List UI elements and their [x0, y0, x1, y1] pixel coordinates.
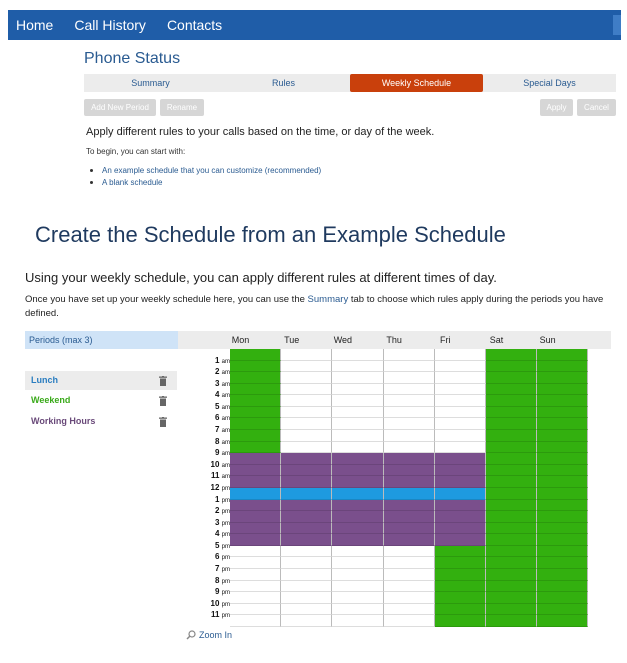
hour-number: 4	[214, 390, 220, 400]
schedule-cell[interactable]	[281, 465, 332, 477]
add-new-period-button[interactable]: Add New Period	[84, 99, 156, 116]
schedule-cell[interactable]	[332, 465, 383, 477]
schedule-cell[interactable]	[537, 500, 588, 512]
schedule-cell[interactable]	[435, 372, 486, 384]
schedule-cell[interactable]	[230, 372, 281, 384]
hour-number: 10	[210, 459, 220, 469]
schedule-grid[interactable]	[230, 349, 588, 627]
page-title: Phone Status	[84, 50, 181, 67]
schedule-cell[interactable]	[486, 557, 537, 569]
schedule-cell[interactable]	[435, 488, 486, 500]
tab-special-days[interactable]: Special Days	[523, 78, 576, 88]
schedule-cell[interactable]	[384, 465, 435, 477]
schedule-cell[interactable]	[332, 395, 383, 407]
hour-number: 7	[214, 564, 220, 574]
schedule-cell[interactable]	[281, 592, 332, 604]
schedule-cell[interactable]	[537, 407, 588, 419]
hour-number: 3	[214, 378, 220, 388]
schedule-cell[interactable]	[230, 465, 281, 477]
schedule-cell[interactable]	[486, 488, 537, 500]
schedule-cell[interactable]	[435, 361, 486, 373]
schedule-cell[interactable]	[486, 372, 537, 384]
hour-number: 2	[214, 367, 220, 377]
hour-suffix: pm	[221, 613, 230, 620]
section-subheading: Using your weekly schedule, you can apply different rules at different times of day.	[25, 270, 497, 285]
schedule-cell[interactable]	[486, 604, 537, 616]
schedule-cell[interactable]	[230, 534, 281, 546]
schedule-cell[interactable]	[281, 372, 332, 384]
schedule-cell[interactable]	[435, 534, 486, 546]
schedule-cell[interactable]	[281, 546, 332, 558]
hour-suffix: am	[221, 370, 230, 377]
schedule-cell[interactable]	[332, 557, 383, 569]
schedule-cell[interactable]	[435, 569, 486, 581]
schedule-cell[interactable]	[435, 395, 486, 407]
schedule-cell[interactable]	[435, 604, 486, 616]
schedule-cell[interactable]	[486, 534, 537, 546]
schedule-cell[interactable]	[384, 592, 435, 604]
schedule-cell[interactable]	[435, 615, 486, 627]
schedule-cell[interactable]	[486, 418, 537, 430]
schedule-cell[interactable]	[281, 407, 332, 419]
tab-summary[interactable]: Summary	[131, 78, 170, 88]
schedule-cell[interactable]	[435, 511, 486, 523]
hour-suffix: pm	[221, 567, 230, 574]
schedule-cell[interactable]	[332, 407, 383, 419]
schedule-cell[interactable]	[384, 395, 435, 407]
option-label[interactable]: An example schedule that you can customize (recommended)	[102, 165, 322, 175]
schedule-cell[interactable]	[384, 372, 435, 384]
schedule-cell[interactable]	[332, 569, 383, 581]
schedule-cell[interactable]	[486, 384, 537, 396]
apply-button[interactable]: Apply	[540, 99, 573, 116]
option-label[interactable]: A blank schedule	[102, 177, 163, 187]
schedule-cell[interactable]	[230, 592, 281, 604]
schedule-cell[interactable]	[332, 604, 383, 616]
start-options	[90, 164, 321, 188]
schedule-cell[interactable]	[486, 465, 537, 477]
schedule-cell[interactable]	[537, 615, 588, 627]
hour-number: 9	[214, 448, 220, 458]
schedule-cell[interactable]	[281, 604, 332, 616]
schedule-cell[interactable]	[332, 615, 383, 627]
hour-suffix: pm	[221, 497, 230, 504]
schedule-cell[interactable]	[281, 500, 332, 512]
schedule-cell[interactable]	[435, 453, 486, 465]
schedule-cell[interactable]	[230, 442, 281, 454]
schedule-cell[interactable]	[281, 349, 332, 361]
schedule-cell[interactable]	[435, 523, 486, 535]
schedule-cell[interactable]	[332, 523, 383, 535]
schedule-cell[interactable]	[486, 349, 537, 361]
section-heading: Create the Schedule from an Example Schedule	[35, 222, 506, 247]
schedule-cell[interactable]	[537, 349, 588, 361]
schedule-cell[interactable]	[486, 546, 537, 558]
schedule-cell[interactable]	[332, 581, 383, 593]
schedule-cell[interactable]	[384, 557, 435, 569]
hour-number: 5	[214, 401, 220, 411]
period-item[interactable]	[25, 391, 177, 410]
schedule-cell[interactable]	[281, 453, 332, 465]
day-label: Mon	[231, 335, 250, 345]
schedule-cell[interactable]	[435, 546, 486, 558]
hour-suffix: pm	[221, 590, 230, 597]
schedule-cell[interactable]	[486, 395, 537, 407]
hour-number: 10	[210, 598, 220, 608]
hour-suffix: am	[221, 404, 230, 411]
schedule-cell[interactable]	[230, 581, 281, 593]
schedule-cell[interactable]	[537, 557, 588, 569]
schedule-cell[interactable]	[230, 569, 281, 581]
day-label: Sat	[489, 335, 504, 345]
nav-home[interactable]: Home	[16, 17, 54, 33]
schedule-cell[interactable]	[281, 557, 332, 569]
schedule-cell[interactable]	[537, 453, 588, 465]
schedule-cell[interactable]	[537, 442, 588, 454]
schedule-cell[interactable]	[384, 418, 435, 430]
trash-icon[interactable]	[159, 376, 167, 386]
schedule-cell[interactable]	[281, 384, 332, 396]
top-nav	[8, 10, 621, 40]
schedule-cell[interactable]	[384, 430, 435, 442]
schedule-cell[interactable]	[332, 592, 383, 604]
schedule-cell[interactable]	[486, 500, 537, 512]
hour-number: 11	[210, 610, 220, 620]
schedule-cell[interactable]	[281, 395, 332, 407]
schedule-cell[interactable]	[384, 523, 435, 535]
hour-suffix: pm	[221, 555, 230, 562]
hour-suffix: pm	[221, 601, 230, 608]
day-label: Wed	[333, 335, 353, 345]
schedule-cell[interactable]	[435, 465, 486, 477]
schedule-cell[interactable]	[537, 384, 588, 396]
period-label: Lunch	[31, 375, 58, 385]
trash-icon[interactable]	[159, 417, 167, 427]
period-label: Working Hours	[31, 416, 96, 426]
day-label: Fri	[440, 335, 451, 345]
schedule-cell[interactable]	[332, 361, 383, 373]
schedule-cell[interactable]	[281, 534, 332, 546]
hour-suffix: pm	[221, 509, 230, 516]
hour-suffix: am	[221, 451, 230, 458]
bullet-icon	[90, 181, 93, 184]
hour-label	[198, 609, 230, 623]
schedule-cell[interactable]	[435, 592, 486, 604]
schedule-cell[interactable]	[486, 361, 537, 373]
hour-number: 6	[214, 413, 220, 423]
schedule-cell[interactable]	[384, 569, 435, 581]
schedule-cell[interactable]	[281, 523, 332, 535]
schedule-cell[interactable]	[537, 604, 588, 616]
schedule-cell[interactable]	[230, 453, 281, 465]
schedule-cell[interactable]	[230, 500, 281, 512]
schedule-cell[interactable]	[537, 488, 588, 500]
desc-text: tab to choose which rules apply during the periods you have defined.	[25, 294, 604, 319]
hour-number: 12	[210, 482, 220, 492]
hour-number: 4	[214, 529, 220, 539]
section-description	[25, 293, 620, 321]
hour-suffix: am	[221, 416, 230, 423]
hour-number: 6	[214, 552, 220, 562]
hour-number: 1	[214, 355, 220, 365]
schedule-cell[interactable]	[230, 384, 281, 396]
schedule-cell[interactable]	[230, 476, 281, 488]
schedule-cell[interactable]	[384, 361, 435, 373]
schedule-cell[interactable]	[332, 349, 383, 361]
schedule-cell[interactable]	[486, 592, 537, 604]
day-label: Sun	[539, 335, 556, 345]
schedule-cell[interactable]	[537, 476, 588, 488]
schedule-cell[interactable]	[332, 384, 383, 396]
hour-number: 8	[214, 436, 220, 446]
schedule-cell[interactable]	[332, 534, 383, 546]
schedule-cell[interactable]	[384, 442, 435, 454]
schedule-cell[interactable]	[230, 488, 281, 500]
schedule-cell[interactable]	[384, 534, 435, 546]
hour-suffix: am	[221, 428, 230, 435]
schedule-cell[interactable]	[332, 488, 383, 500]
schedule-cell[interactable]	[384, 384, 435, 396]
schedule-cell[interactable]	[384, 349, 435, 361]
tab-bar	[84, 74, 616, 92]
schedule-cell[interactable]	[537, 418, 588, 430]
hour-number: 8	[214, 575, 220, 585]
schedule-cell[interactable]	[230, 511, 281, 523]
schedule-cell[interactable]	[435, 418, 486, 430]
schedule-cell[interactable]	[281, 418, 332, 430]
schedule-cell[interactable]	[332, 430, 383, 442]
schedule-cell[interactable]	[281, 442, 332, 454]
option-example-schedule[interactable]	[90, 164, 321, 176]
hour-suffix: am	[221, 393, 230, 400]
nav-call-history[interactable]: Call History	[74, 17, 146, 33]
period-label: Weekend	[31, 395, 71, 405]
day-label: Tue	[284, 335, 300, 345]
schedule-cell[interactable]	[230, 361, 281, 373]
hour-suffix: pm	[221, 532, 230, 539]
hour-suffix: pm	[221, 543, 230, 550]
schedule-cell[interactable]	[537, 569, 588, 581]
hour-number: 3	[214, 517, 220, 527]
schedule-cell[interactable]	[537, 361, 588, 373]
hour-number: 11	[210, 471, 220, 481]
schedule-cell[interactable]	[486, 476, 537, 488]
schedule-cell[interactable]	[230, 349, 281, 361]
schedule-cell[interactable]	[281, 476, 332, 488]
nav-corner-button[interactable]	[613, 15, 621, 35]
schedule-cell[interactable]	[537, 581, 588, 593]
nav-contacts[interactable]: Contacts	[166, 17, 223, 33]
hour-suffix: am	[221, 462, 230, 469]
schedule-cell[interactable]	[230, 615, 281, 627]
schedule-cell[interactable]	[435, 500, 486, 512]
schedule-cell[interactable]	[332, 442, 383, 454]
schedule-cell[interactable]	[384, 500, 435, 512]
schedule-cell[interactable]	[435, 384, 486, 396]
schedule-cell[interactable]	[230, 395, 281, 407]
schedule-cell[interactable]	[435, 430, 486, 442]
hour-suffix: am	[221, 358, 230, 365]
schedule-cell[interactable]	[230, 430, 281, 442]
schedule-cell[interactable]	[332, 476, 383, 488]
schedule-cell[interactable]	[537, 372, 588, 384]
schedule-cell[interactable]	[281, 581, 332, 593]
hour-number: 2	[214, 506, 220, 516]
schedule-cell[interactable]	[537, 430, 588, 442]
hour-suffix: pm	[221, 485, 230, 492]
desc-text: Once you have set up your weekly schedule here, you can use the	[25, 294, 308, 305]
begin-text: To begin, you can start with:	[86, 147, 186, 156]
schedule-cell[interactable]	[281, 569, 332, 581]
schedule-cell[interactable]	[384, 511, 435, 523]
schedule-cell[interactable]	[281, 361, 332, 373]
schedule-cell[interactable]	[384, 476, 435, 488]
schedule-cell[interactable]	[486, 511, 537, 523]
summary-link[interactable]: Summary	[307, 294, 349, 305]
schedule-cell[interactable]	[537, 592, 588, 604]
schedule-cell[interactable]	[332, 500, 383, 512]
schedule-cell[interactable]	[281, 511, 332, 523]
schedule-cell[interactable]	[537, 465, 588, 477]
schedule-cell[interactable]	[537, 511, 588, 523]
bullet-icon	[90, 169, 93, 172]
hour-suffix: am	[221, 474, 230, 481]
hour-suffix: pm	[221, 578, 230, 585]
schedule-cell[interactable]	[332, 546, 383, 558]
tab-weekly-schedule[interactable]: Weekly Schedule	[350, 74, 483, 92]
schedule-cell[interactable]	[537, 546, 588, 558]
hour-number: 1	[214, 494, 220, 504]
schedule-cell[interactable]	[435, 557, 486, 569]
schedule-cell[interactable]	[486, 407, 537, 419]
schedule-cell[interactable]	[435, 442, 486, 454]
cancel-button[interactable]: Cancel	[577, 99, 616, 116]
periods-header: Periods (max 3)	[25, 331, 178, 349]
schedule-cell[interactable]	[486, 581, 537, 593]
schedule-cell[interactable]	[435, 476, 486, 488]
schedule-cell[interactable]	[537, 523, 588, 535]
period-item[interactable]	[25, 412, 177, 431]
schedule-cell[interactable]	[486, 453, 537, 465]
zoom-label[interactable]: Zoom In	[199, 630, 233, 640]
schedule-cell[interactable]	[384, 581, 435, 593]
schedule-cell[interactable]	[281, 488, 332, 500]
intro-text: Apply different rules to your calls based on the time, or day of the week.	[86, 126, 435, 138]
schedule-cell[interactable]	[384, 453, 435, 465]
schedule-cell[interactable]	[281, 430, 332, 442]
period-item[interactable]	[25, 371, 177, 390]
hour-suffix: am	[221, 381, 230, 388]
schedule-cell[interactable]	[230, 546, 281, 558]
schedule-cell[interactable]	[486, 615, 537, 627]
rename-button[interactable]: Rename	[160, 99, 204, 116]
trash-icon[interactable]	[159, 396, 167, 406]
magnifier-icon	[186, 630, 196, 640]
schedule-cell[interactable]	[332, 511, 383, 523]
day-label: Thu	[386, 335, 402, 345]
schedule-cell[interactable]	[230, 557, 281, 569]
schedule-cell[interactable]	[332, 418, 383, 430]
schedule-cell[interactable]	[435, 407, 486, 419]
schedule-cell[interactable]	[230, 604, 281, 616]
hour-suffix: am	[221, 439, 230, 446]
schedule-cell[interactable]	[435, 349, 486, 361]
schedule-cell[interactable]	[486, 430, 537, 442]
option-blank-schedule[interactable]	[90, 176, 321, 188]
schedule-cell[interactable]	[384, 488, 435, 500]
schedule-cell[interactable]	[384, 546, 435, 558]
schedule-cell[interactable]	[230, 523, 281, 535]
schedule-cell[interactable]	[537, 395, 588, 407]
schedule-cell[interactable]	[486, 569, 537, 581]
zoom-in-link[interactable]	[186, 630, 232, 640]
schedule-cell[interactable]	[230, 418, 281, 430]
schedule-cell[interactable]	[384, 407, 435, 419]
schedule-cell[interactable]	[486, 442, 537, 454]
schedule-cell[interactable]	[384, 615, 435, 627]
schedule-cell[interactable]	[281, 615, 332, 627]
hour-suffix: pm	[221, 520, 230, 527]
hour-number: 9	[214, 587, 220, 597]
schedule-cell[interactable]	[230, 407, 281, 419]
schedule-cell[interactable]	[332, 453, 383, 465]
schedule-cell[interactable]	[384, 604, 435, 616]
schedule-cell[interactable]	[486, 523, 537, 535]
tab-rules[interactable]: Rules	[271, 78, 295, 88]
hour-number: 7	[214, 425, 220, 435]
schedule-cell[interactable]	[332, 372, 383, 384]
schedule-cell[interactable]	[435, 581, 486, 593]
hour-number: 5	[214, 540, 220, 550]
schedule-cell[interactable]	[537, 534, 588, 546]
